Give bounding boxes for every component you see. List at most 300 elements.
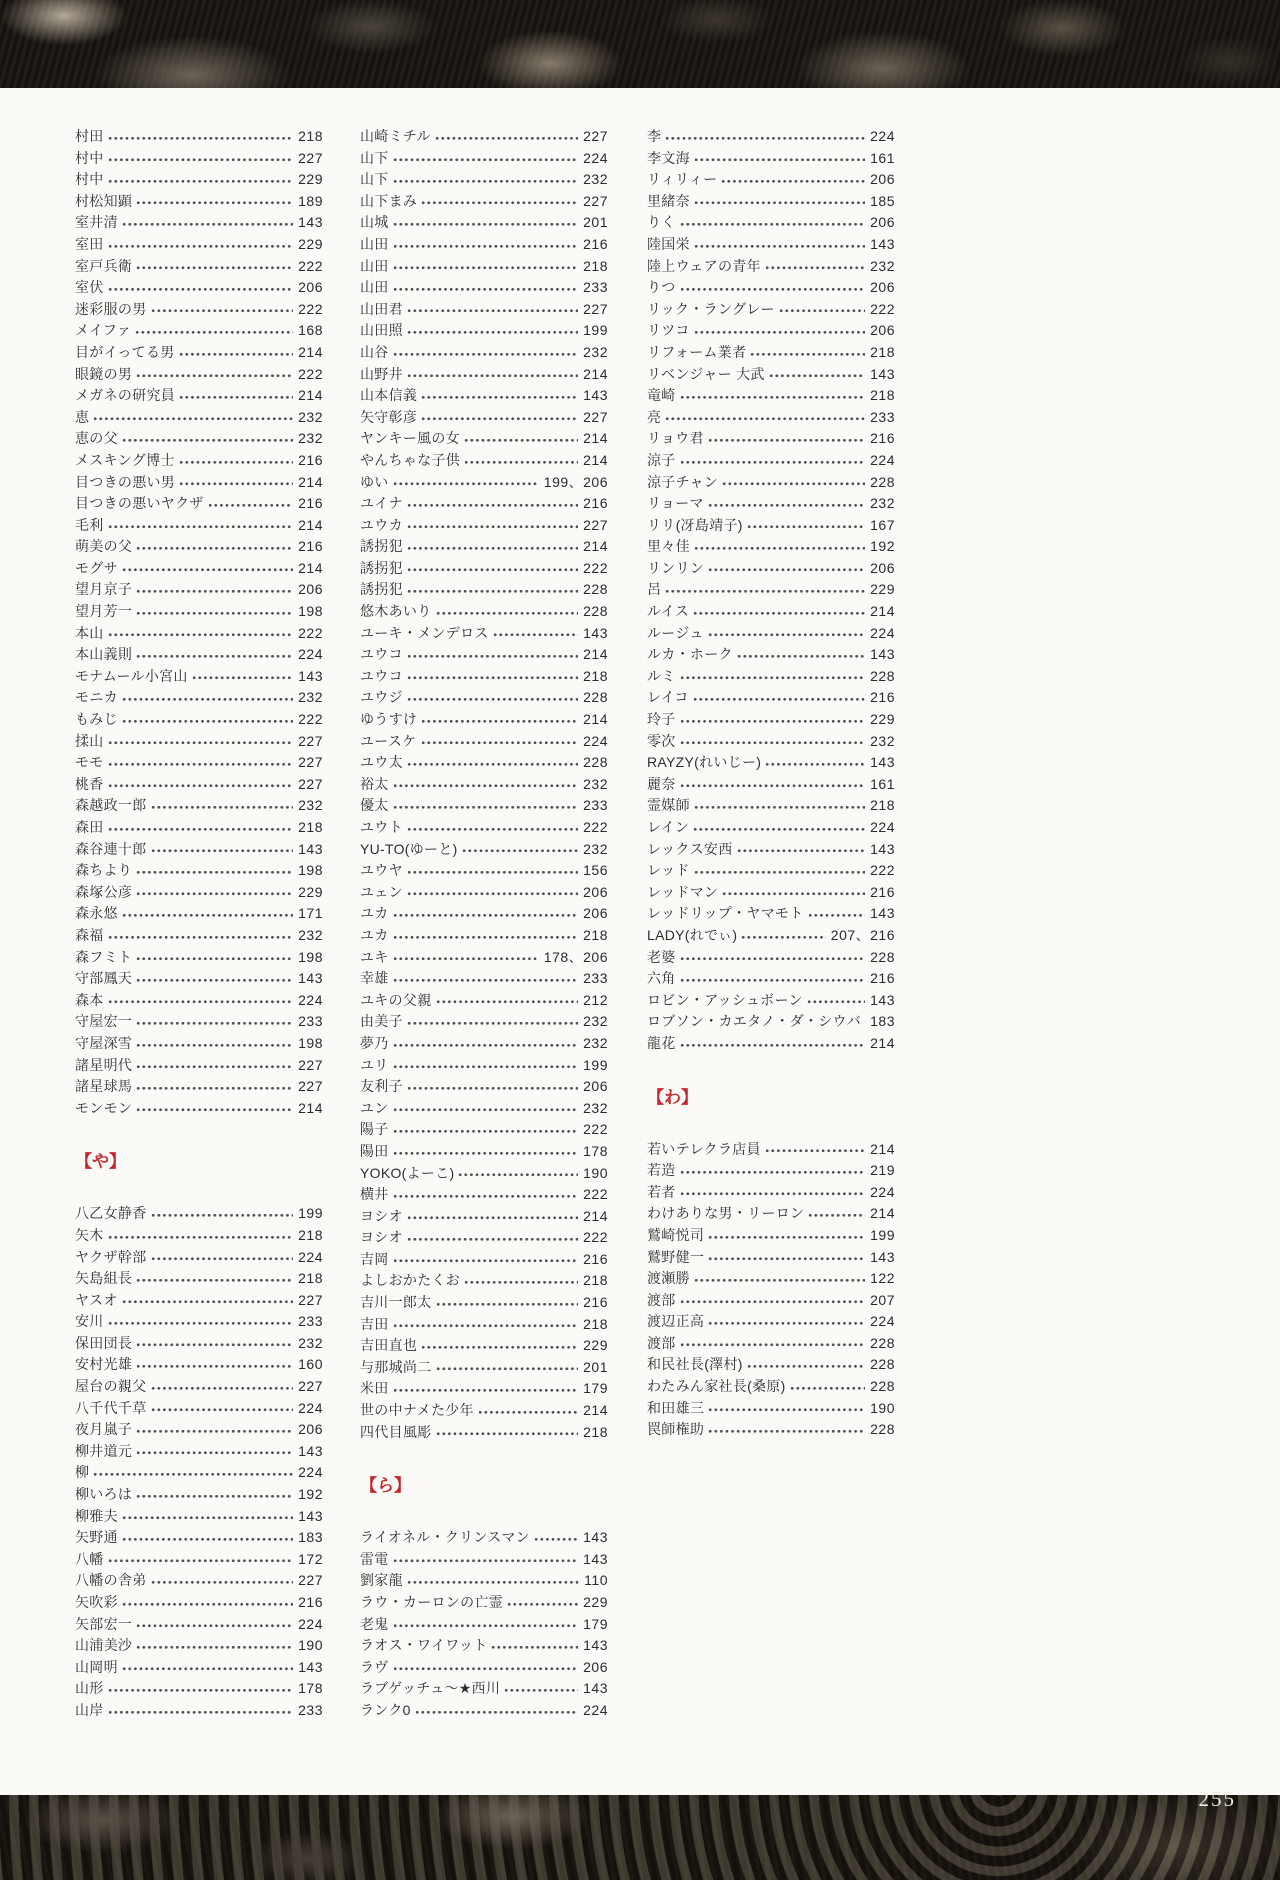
entry-name: 八乙女静香	[75, 1205, 147, 1222]
entry-page: 199	[870, 1226, 895, 1243]
entry-name: 室戸兵衛	[75, 257, 133, 274]
dot-leader	[407, 860, 578, 882]
entry-name: 諸星球馬	[75, 1078, 133, 1095]
section-header: 【や】	[75, 1152, 126, 1172]
entry-name: リリ(冴島靖子)	[647, 516, 743, 533]
dot-leader	[136, 536, 293, 558]
entry-page: 218	[583, 1423, 608, 1440]
index-entry	[75, 1055, 323, 1077]
dot-leader	[393, 1141, 579, 1163]
dot-leader	[464, 428, 578, 450]
entry-page: 199、206	[543, 473, 608, 490]
entry-page: 185	[870, 192, 895, 209]
entry-name: ルミ	[647, 667, 676, 684]
dot-leader	[151, 1570, 294, 1592]
entry-page: 143	[298, 214, 323, 231]
dot-leader	[93, 1462, 293, 1484]
index-entry	[647, 169, 895, 191]
index-entry	[360, 1570, 608, 1592]
dot-leader	[108, 731, 294, 753]
entry-page: 224	[870, 1183, 895, 1200]
dot-leader	[708, 1311, 865, 1333]
dot-leader	[693, 817, 865, 839]
dot-leader	[407, 644, 578, 666]
dot-leader	[108, 169, 294, 191]
entry-page: 199	[583, 322, 608, 339]
dot-leader	[407, 515, 578, 537]
entry-name: ユイナ	[360, 495, 403, 512]
index-entry	[360, 212, 608, 234]
entry-page: 232	[298, 689, 323, 706]
dot-leader	[393, 903, 579, 925]
entry-name: ロブソン・カエタノ・ダ・シウバ	[647, 1013, 862, 1030]
index-entry	[75, 1527, 323, 1549]
entry-page: 233	[583, 797, 608, 814]
index-entry	[75, 601, 323, 623]
index-entry	[647, 623, 895, 645]
index-entry	[360, 1076, 608, 1098]
entry-name: 恵	[75, 408, 90, 425]
index-entry	[75, 1657, 323, 1679]
entry-name: 揉山	[75, 732, 104, 749]
index-entry	[647, 1247, 895, 1269]
index-entry	[75, 1570, 323, 1592]
index-entry	[75, 860, 323, 882]
dot-leader	[179, 385, 293, 407]
index-entry	[647, 320, 895, 342]
dot-leader	[108, 1549, 294, 1571]
dot-leader	[93, 407, 293, 429]
dot-leader	[407, 320, 578, 342]
index-entry	[647, 277, 895, 299]
entry-name: レイン	[647, 819, 690, 835]
index-entry	[647, 666, 895, 688]
entry-page: 227	[583, 300, 608, 317]
dot-leader	[393, 1657, 579, 1679]
entry-page: 143	[298, 1507, 323, 1524]
index-entry	[75, 644, 323, 666]
entry-name: 若いテレクラ店員	[647, 1140, 761, 1157]
tattoo-artwork-bottom	[0, 1795, 1280, 1880]
dot-leader	[421, 709, 578, 731]
index-entry	[360, 1292, 608, 1314]
index-entry	[647, 947, 895, 969]
dot-leader	[393, 169, 579, 191]
dot-leader	[136, 1614, 293, 1636]
dot-leader	[108, 623, 294, 645]
entry-name: 柳いろは	[75, 1486, 133, 1503]
entry-page: 232	[298, 926, 323, 943]
index-entry	[360, 256, 608, 278]
entry-page: 222	[298, 257, 323, 274]
index-entry	[75, 299, 323, 321]
entry-page: 206	[870, 214, 895, 231]
entry-page: 227	[298, 1378, 323, 1395]
index-entry	[75, 364, 323, 386]
entry-name: ユースケ	[360, 732, 417, 749]
entry-name: ヨシオ	[360, 1207, 403, 1224]
index-entry	[647, 1160, 895, 1182]
dot-leader	[708, 428, 865, 450]
index-entry	[75, 1441, 323, 1463]
entry-name: メガネの研究員	[75, 387, 176, 404]
dot-leader	[680, 947, 866, 969]
index-entry	[75, 925, 323, 947]
entry-page: 222	[583, 1186, 608, 1203]
index-entry	[647, 817, 895, 839]
entry-page: 222	[870, 862, 895, 879]
dot-leader	[136, 1268, 293, 1290]
dot-leader	[108, 277, 294, 299]
dot-leader	[694, 536, 865, 558]
entry-name: 望月芳一	[75, 603, 133, 620]
entry-name: リベンジャー 大武	[647, 365, 765, 382]
index-entry	[75, 623, 323, 645]
entry-page: 222	[583, 819, 608, 835]
entry-page: 229	[298, 235, 323, 252]
entry-page: 216	[298, 495, 323, 512]
entry-page: 143	[298, 970, 323, 987]
entry-page: 228	[583, 689, 608, 706]
dot-leader	[436, 1357, 579, 1379]
entry-page: 218	[298, 128, 323, 144]
index-column-1	[75, 126, 323, 1722]
dot-leader	[708, 1419, 865, 1441]
entry-page: 143	[583, 624, 608, 641]
index-entry	[75, 990, 323, 1012]
entry-page: 143	[870, 1248, 895, 1265]
entry-page: 179	[583, 1380, 608, 1397]
dot-leader	[680, 1033, 866, 1055]
entry-name: 守部鳳天	[75, 970, 133, 987]
index-entry	[647, 1139, 895, 1161]
entry-page: 216	[583, 1294, 608, 1311]
entry-page: 232	[583, 1034, 608, 1051]
index-entry	[75, 1592, 323, 1614]
entry-page: 206	[870, 279, 895, 296]
entry-name: 柳	[75, 1464, 90, 1481]
dot-leader	[136, 1333, 293, 1355]
entry-name: 本山義則	[75, 646, 133, 663]
dot-leader	[136, 1055, 293, 1077]
dot-leader	[708, 1247, 865, 1269]
entry-page: 214	[870, 603, 895, 620]
entry-page: 218	[583, 667, 608, 684]
entry-name: 山田君	[360, 300, 403, 317]
entry-name: 柳井道元	[75, 1442, 133, 1459]
entry-page: 227	[583, 128, 608, 144]
entry-page: 222	[870, 300, 895, 317]
index-entry	[75, 817, 323, 839]
index-entry	[75, 1484, 323, 1506]
index-entry	[360, 752, 608, 774]
entry-page: 227	[583, 192, 608, 209]
entry-name: 鷲野健一	[647, 1248, 705, 1265]
entry-page: 190	[298, 1637, 323, 1654]
entry-name: 和田雄三	[647, 1399, 705, 1416]
entry-page: 207、216	[830, 926, 895, 943]
dot-leader	[407, 666, 578, 688]
entry-name: 麗奈	[647, 775, 676, 792]
entry-name: りつ	[647, 279, 676, 296]
index-entry	[75, 169, 323, 191]
entry-name: ユキの父親	[360, 991, 432, 1008]
entry-page: 229	[298, 171, 323, 188]
entry-name: よしおかたくお	[360, 1272, 461, 1289]
index-entry	[75, 1033, 323, 1055]
entry-page: 232	[870, 257, 895, 274]
entry-page: 224	[870, 819, 895, 835]
entry-page: 214	[583, 646, 608, 663]
dot-leader	[407, 493, 578, 515]
index-entry	[360, 839, 608, 861]
index-entry	[75, 1549, 323, 1571]
index-entry	[360, 947, 608, 969]
index-entry	[75, 579, 323, 601]
entry-name: ユカ	[360, 905, 389, 922]
entry-name: 裕太	[360, 775, 389, 792]
dot-leader	[407, 1570, 579, 1592]
dot-leader	[136, 1354, 293, 1376]
dot-leader	[680, 1290, 866, 1312]
index-entry	[75, 126, 323, 148]
entry-name: ユン	[360, 1099, 389, 1116]
dot-leader	[393, 472, 539, 494]
index-entry	[75, 1203, 323, 1225]
entry-name: レッドリップ・ヤマモト	[647, 905, 804, 922]
index-entry	[75, 1225, 323, 1247]
dot-leader	[407, 579, 578, 601]
dot-leader	[436, 601, 579, 623]
entry-page: 233	[298, 1313, 323, 1330]
entry-name: 李文海	[647, 149, 690, 166]
entry-name: 山城	[360, 214, 389, 231]
index-entry	[360, 191, 608, 213]
dot-leader	[458, 1163, 578, 1185]
index-entry	[647, 709, 895, 731]
dot-leader	[136, 947, 293, 969]
index-entry	[75, 968, 323, 990]
entry-page: 156	[583, 862, 608, 879]
index-entry	[647, 472, 895, 494]
entry-page: 232	[583, 343, 608, 360]
dot-leader	[122, 687, 293, 709]
index-entry	[647, 644, 895, 666]
entry-page: 224	[583, 732, 608, 749]
index-entry	[75, 1247, 323, 1269]
dot-leader	[407, 1206, 578, 1228]
entry-name: 霊媒師	[647, 797, 690, 814]
index-entry	[360, 1635, 608, 1657]
entry-page: 143	[870, 754, 895, 771]
dot-leader	[694, 191, 865, 213]
dot-leader	[108, 774, 294, 796]
entry-page: 110	[584, 1572, 608, 1589]
dot-leader	[136, 191, 293, 213]
entry-name: 陸上ウェアの青年	[647, 257, 761, 274]
dot-leader	[747, 1354, 865, 1376]
index-entry	[360, 644, 608, 666]
entry-name: 渡辺正高	[647, 1313, 705, 1330]
entry-page: 216	[870, 970, 895, 987]
index-entry	[647, 256, 895, 278]
entry-page: 227	[298, 1078, 323, 1095]
entry-name: 恵の父	[75, 430, 118, 447]
entry-page: 216	[870, 430, 895, 447]
entry-page: 222	[583, 1229, 608, 1246]
index-entry	[360, 731, 608, 753]
dot-leader	[693, 601, 865, 623]
entry-page: 214	[583, 365, 608, 382]
entry-name: 渡瀬勝	[647, 1270, 690, 1287]
index-entry	[75, 1462, 323, 1484]
index-entry	[647, 731, 895, 753]
index-entry	[647, 299, 895, 321]
entry-name: ラブゲッチュ〜★西川	[360, 1680, 501, 1697]
page-number: 255	[1198, 1787, 1236, 1811]
index-entry	[360, 1033, 608, 1055]
index-entry	[647, 1376, 895, 1398]
dot-leader	[765, 256, 865, 278]
index-entry	[75, 1506, 323, 1528]
entry-page: 206	[583, 883, 608, 900]
dot-leader	[108, 990, 294, 1012]
dot-leader	[135, 320, 293, 342]
entry-name: 毛利	[75, 516, 104, 533]
index-entry	[647, 148, 895, 170]
dot-leader	[750, 342, 865, 364]
entry-page: 143	[870, 365, 895, 382]
index-entry	[75, 709, 323, 731]
entry-page: 192	[870, 538, 895, 555]
index-entry	[360, 1314, 608, 1336]
entry-name: 桃香	[75, 775, 104, 792]
dot-leader	[108, 817, 294, 839]
dot-leader	[694, 860, 865, 882]
entry-page: 161	[870, 775, 895, 792]
entry-name: 亮	[647, 408, 662, 425]
index-entry	[75, 234, 323, 256]
dot-leader	[504, 1678, 578, 1700]
entry-name: 竜崎	[647, 387, 676, 404]
entry-page: 224	[298, 1464, 323, 1481]
entry-name: 眼鏡の男	[75, 365, 133, 382]
index-entry	[647, 903, 895, 925]
entry-page: 143	[583, 1550, 608, 1567]
entry-name: 李	[647, 128, 662, 144]
entry-page: 227	[298, 754, 323, 771]
index-entry	[75, 1635, 323, 1657]
dot-leader	[665, 579, 865, 601]
index-entry	[360, 1163, 608, 1185]
index-entry	[360, 990, 608, 1012]
index-entry	[360, 342, 608, 364]
entry-page: 228	[870, 1334, 895, 1351]
entry-name: 若者	[647, 1183, 676, 1200]
entry-page: 228	[583, 754, 608, 771]
index-entry	[360, 1119, 608, 1141]
entry-page: 198	[298, 862, 323, 879]
entry-name: 本山	[75, 624, 104, 641]
entry-name: 友利子	[360, 1078, 403, 1095]
dot-leader	[393, 795, 579, 817]
index-entry	[647, 493, 895, 515]
index-entry	[75, 1333, 323, 1355]
index-entry	[75, 1311, 323, 1333]
dot-leader	[665, 126, 865, 148]
entry-page: 222	[298, 711, 323, 728]
entry-page: 227	[298, 775, 323, 792]
dot-leader	[680, 666, 866, 688]
index-entry	[647, 687, 895, 709]
entry-page: 214	[583, 451, 608, 468]
entry-page: 227	[583, 516, 608, 533]
entry-page: 178、206	[543, 948, 608, 965]
index-entry	[647, 364, 895, 386]
index-entry	[647, 385, 895, 407]
entry-name: 山形	[75, 1680, 104, 1697]
dot-leader	[108, 148, 294, 170]
entry-name: 呂	[647, 581, 662, 598]
entry-page: 201	[583, 1358, 608, 1375]
entry-name: ゆうすけ	[360, 711, 418, 728]
dot-leader	[407, 882, 578, 904]
entry-page: 228	[583, 603, 608, 620]
entry-name: ユェン	[360, 883, 403, 900]
dot-leader	[464, 1270, 578, 1292]
entry-page: 216	[298, 1594, 323, 1610]
dot-leader	[393, 1378, 579, 1400]
entry-name: ルイス	[647, 603, 690, 620]
entry-page: 190	[870, 1399, 895, 1416]
dot-leader	[393, 1549, 579, 1571]
entry-name: 悠木あいり	[360, 603, 432, 620]
entry-name: 守屋宏一	[75, 1013, 133, 1030]
index-entry	[360, 299, 608, 321]
entry-page: 228	[870, 948, 895, 965]
section-header: 【ら】	[360, 1476, 411, 1496]
dot-leader	[393, 234, 579, 256]
dot-leader	[136, 968, 293, 990]
entry-page: 212	[583, 991, 608, 1008]
entry-name: リィリィー	[647, 171, 718, 188]
entry-page: 192	[298, 1486, 323, 1503]
entry-page: 224	[298, 646, 323, 663]
entry-name: 森永悠	[75, 905, 118, 922]
entry-name: 森越政一郎	[75, 797, 147, 814]
entry-page: 216	[870, 883, 895, 900]
index-entry	[75, 515, 323, 537]
dot-leader	[680, 774, 866, 796]
entry-name: わたみん家社長(桑原)	[647, 1378, 786, 1395]
entry-name: 安川	[75, 1313, 104, 1330]
index-entry	[360, 320, 608, 342]
entry-page: 161	[870, 149, 895, 166]
index-entry	[75, 1700, 323, 1722]
dot-leader	[393, 1098, 579, 1120]
entry-name: 矢木	[75, 1226, 104, 1243]
entry-page: 216	[298, 538, 323, 555]
entry-page: 216	[870, 689, 895, 706]
entry-name: 山谷	[360, 343, 389, 360]
dot-leader	[108, 1311, 294, 1333]
dot-leader	[393, 1055, 579, 1077]
entry-name: リフォーム業者	[647, 343, 747, 360]
entry-page: 232	[583, 1099, 608, 1116]
index-entry	[360, 882, 608, 904]
index-entry	[647, 234, 895, 256]
dot-leader	[136, 1076, 293, 1098]
